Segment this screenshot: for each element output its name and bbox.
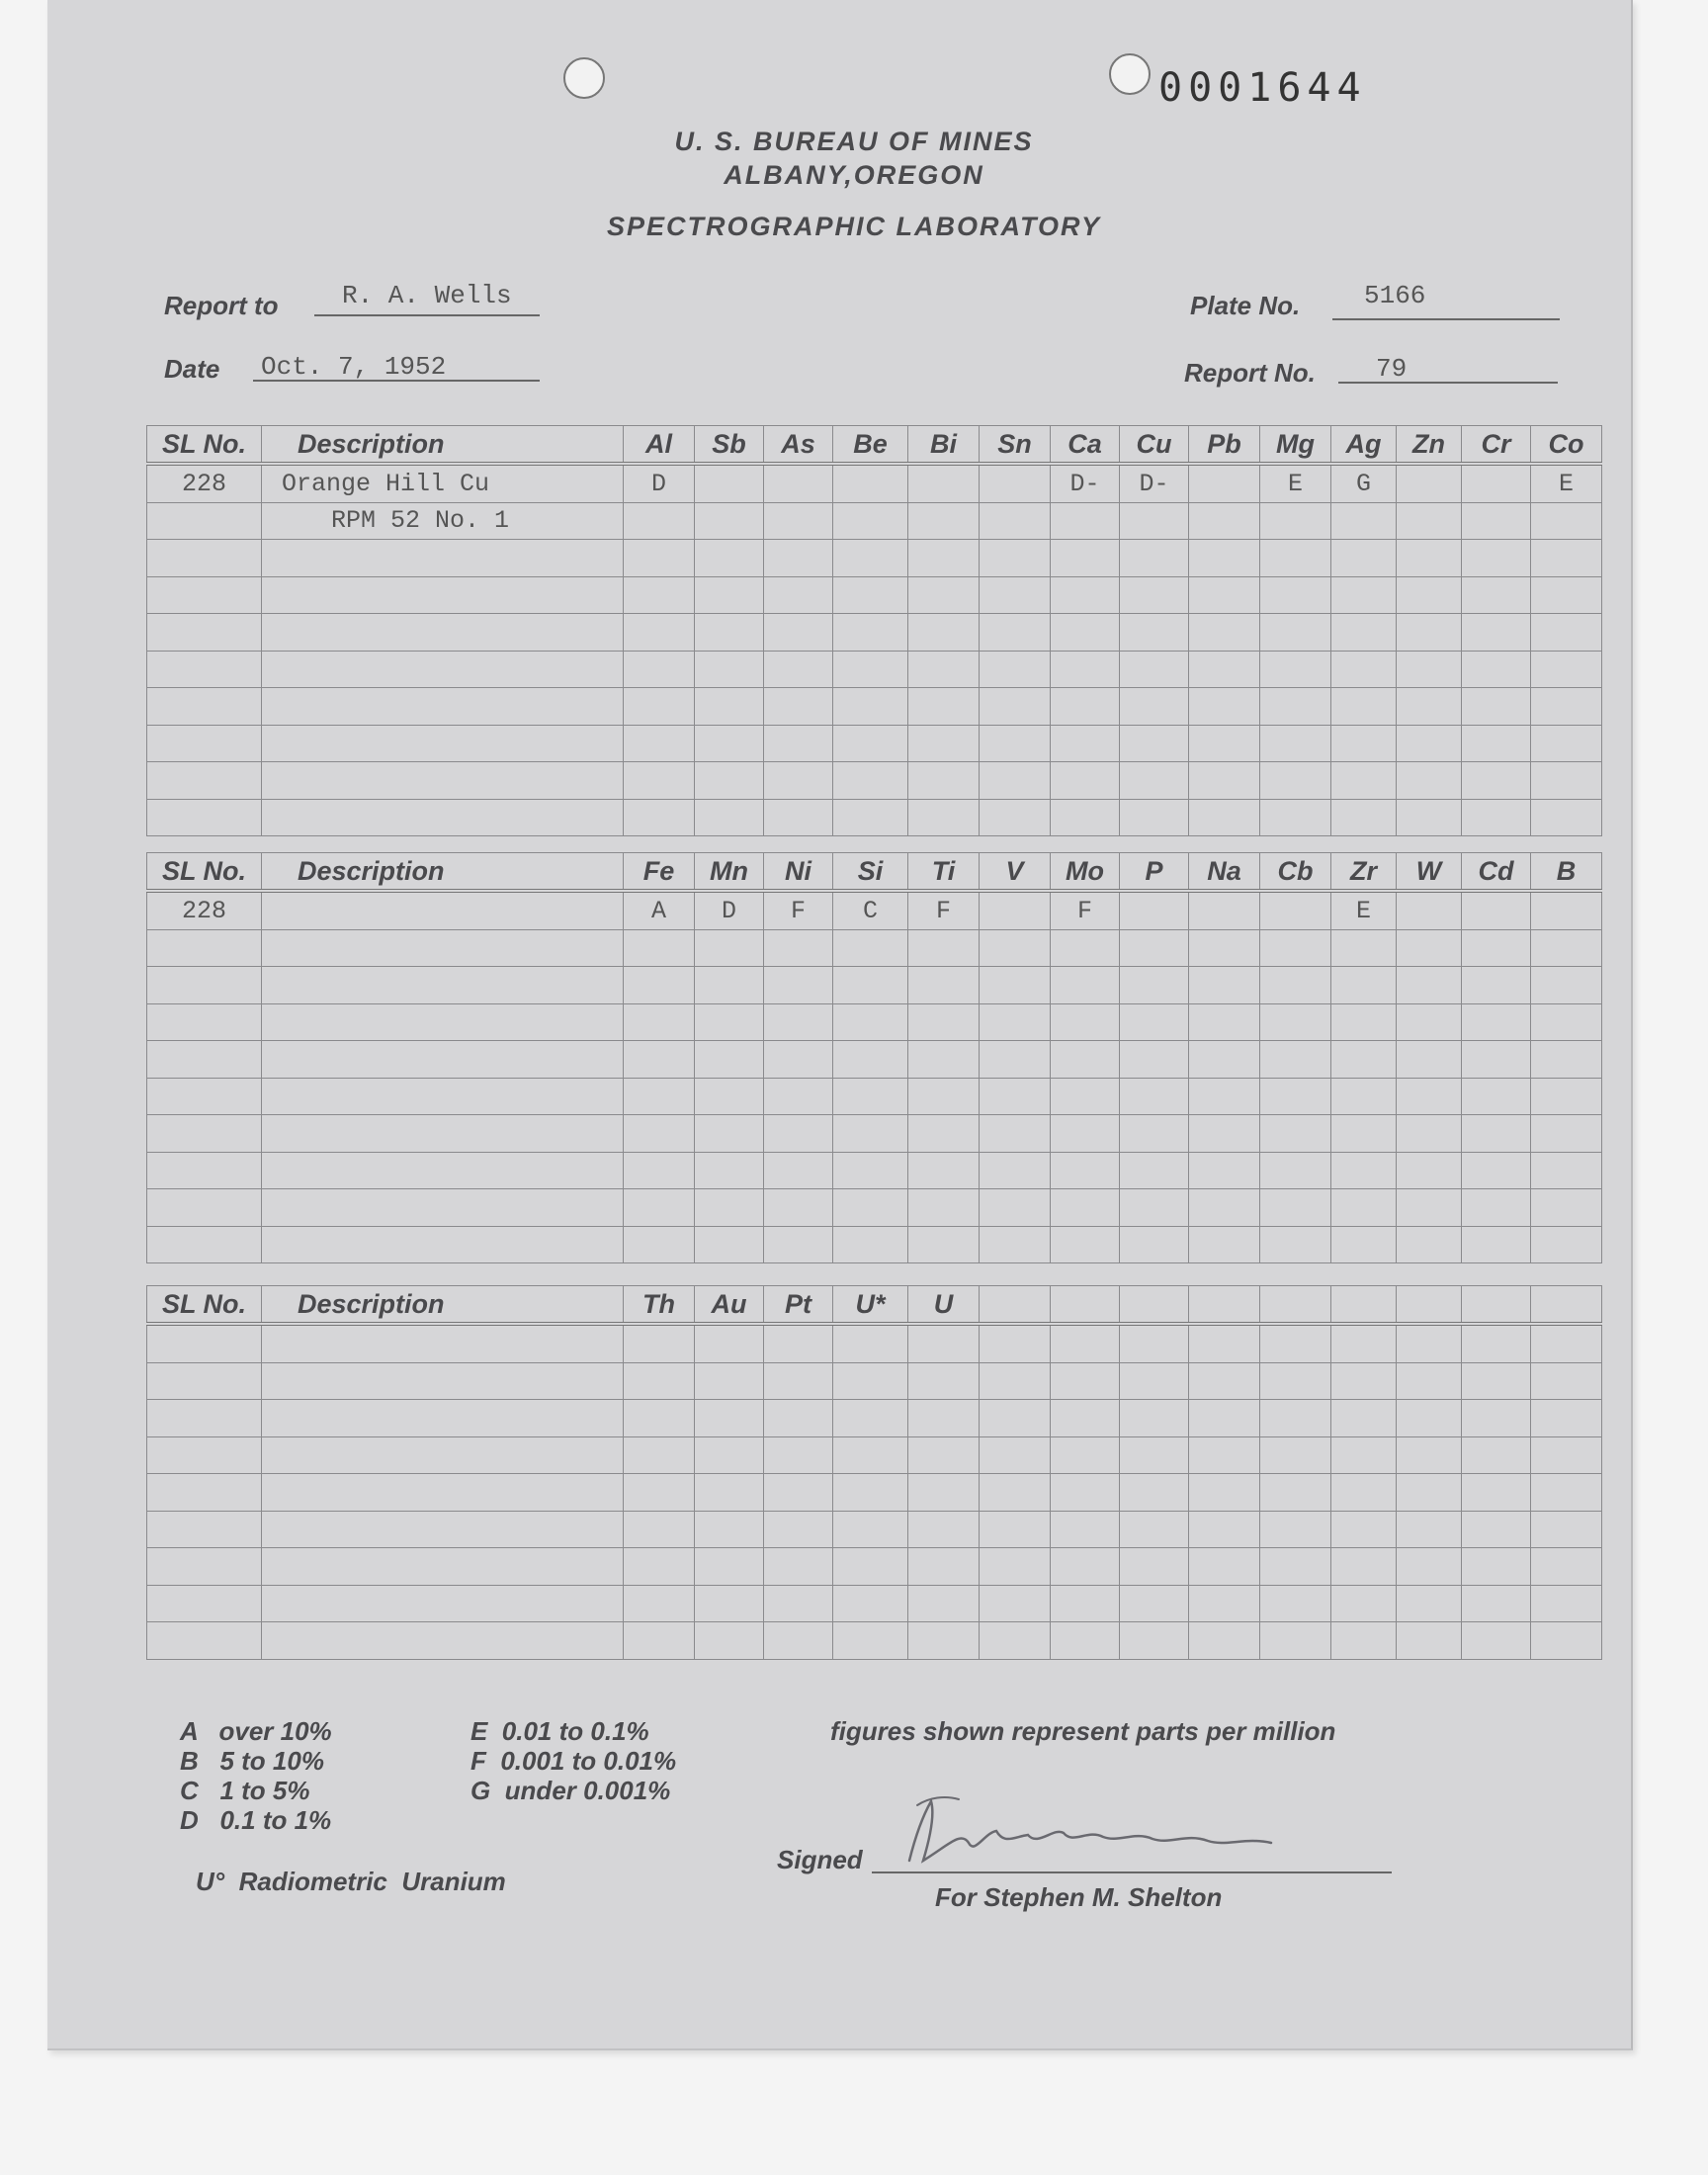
table2-header-si: Si	[833, 853, 908, 892]
table1-header-row	[147, 426, 1602, 465]
table2-header-fe: Fe	[624, 853, 695, 892]
table1-cell	[908, 464, 980, 502]
table2-cell: F	[908, 891, 980, 929]
table2-header-ni: Ni	[764, 853, 833, 892]
plate-label: Plate No.	[1190, 291, 1301, 320]
table-row	[147, 540, 1602, 577]
table1-cell: D	[624, 464, 695, 502]
element-table-1	[146, 425, 1602, 836]
table3-header-row	[147, 1286, 1602, 1325]
table-row	[147, 929, 1602, 967]
table-row	[147, 502, 1602, 540]
table-row	[147, 1548, 1602, 1586]
table1-cell	[1397, 464, 1462, 502]
table-row	[147, 1152, 1602, 1189]
table-row	[147, 1226, 1602, 1263]
table1-cell	[1189, 464, 1260, 502]
table2-header-p: P	[1120, 853, 1189, 892]
table3-header-au: Au	[695, 1286, 764, 1325]
table2-cell	[1260, 891, 1331, 929]
table1-cell: 228	[147, 464, 262, 502]
table2-header-zr: Zr	[1331, 853, 1397, 892]
table1-cell: D-	[1051, 464, 1120, 502]
table1-cell: E	[1531, 464, 1602, 502]
table2-cell: 228	[147, 891, 262, 929]
table-row	[147, 1189, 1602, 1227]
table-row	[147, 1400, 1602, 1437]
table2-header-na: Na	[1189, 853, 1260, 892]
table-row	[147, 1324, 1602, 1362]
signed-for: For Stephen M. Shelton	[935, 1882, 1223, 1912]
table-row	[147, 1511, 1602, 1548]
table2-header-cd: Cd	[1462, 853, 1531, 892]
element-table-2	[146, 852, 1602, 1263]
location-title: ALBANY,OREGON	[724, 160, 984, 190]
handwritten-signature	[890, 1785, 1324, 1876]
table1-header-description: Description	[262, 426, 624, 465]
table2-cell	[1120, 891, 1189, 929]
report-to-value: R. A. Wells	[342, 281, 512, 310]
table-row	[147, 891, 1602, 929]
table3-header-u: U	[908, 1286, 980, 1325]
table2-header-mo: Mo	[1051, 853, 1120, 892]
table2-header-description: Description	[262, 853, 624, 892]
date-label: Date	[164, 354, 220, 384]
table1-header-cu: Cu	[1120, 426, 1189, 465]
signature-line	[872, 1871, 1392, 1873]
table-row	[147, 614, 1602, 652]
table1-header-al: Al	[624, 426, 695, 465]
table2-cell: D	[695, 891, 764, 929]
table2-header-b: B	[1531, 853, 1602, 892]
table1-header-mg: Mg	[1260, 426, 1331, 465]
table-row	[147, 1362, 1602, 1400]
table2-cell: F	[764, 891, 833, 929]
table-row	[147, 1041, 1602, 1079]
table1-header-slno: SL No.	[147, 426, 262, 465]
table-row	[147, 464, 1602, 502]
table1-cell: G	[1331, 464, 1397, 502]
table-row	[147, 576, 1602, 614]
table1-header-bi: Bi	[908, 426, 980, 465]
grade-legend-2: E 0.01 to 0.1% F 0.001 to 0.01% G under 0.001%	[470, 1716, 677, 1805]
table2-header-slno: SL No.	[147, 853, 262, 892]
table2-header-mn: Mn	[695, 853, 764, 892]
table1-cell	[980, 464, 1051, 502]
table2-cell: C	[833, 891, 908, 929]
table3-header-slno: SL No.	[147, 1286, 262, 1325]
table2-header-cb: Cb	[1260, 853, 1331, 892]
table1-cell	[833, 464, 908, 502]
table1-cell: D-	[1120, 464, 1189, 502]
table-row	[147, 1115, 1602, 1153]
element-table-3	[146, 1285, 1602, 1660]
report-to-underline	[314, 314, 540, 316]
table3-header-u-radiometric: U*	[833, 1286, 908, 1325]
table-row	[147, 725, 1602, 762]
table1-header-be: Be	[833, 426, 908, 465]
table1-header-sb: Sb	[695, 426, 764, 465]
table2-header-ti: Ti	[908, 853, 980, 892]
table-row	[147, 1078, 1602, 1115]
table2-cell: A	[624, 891, 695, 929]
table2-cell	[1189, 891, 1260, 929]
table1-cell	[764, 464, 833, 502]
table1-header-pb: Pb	[1189, 426, 1260, 465]
table1-header-as: As	[764, 426, 833, 465]
signed-label: Signed	[777, 1845, 863, 1874]
table3-header-th: Th	[624, 1286, 695, 1325]
table1-header-cr: Cr	[1462, 426, 1531, 465]
table-row	[147, 799, 1602, 836]
table-row	[147, 1622, 1602, 1660]
report-to-label: Report to	[164, 291, 279, 320]
report-no-value: 79	[1376, 354, 1408, 384]
table1-cell: Orange Hill Cu	[262, 464, 624, 502]
table2-cell	[262, 891, 624, 929]
table3-header-pt: Pt	[764, 1286, 833, 1325]
punch-hole-left	[563, 57, 605, 99]
table1-header-sn: Sn	[980, 426, 1051, 465]
table-row	[147, 688, 1602, 726]
report-no-label: Report No.	[1184, 358, 1316, 388]
report-no-underline	[1338, 382, 1558, 384]
table1-header-ag: Ag	[1331, 426, 1397, 465]
table3-header-description: Description	[262, 1286, 624, 1325]
table-row	[147, 1436, 1602, 1474]
table2-cell: F	[1051, 891, 1120, 929]
table-row	[147, 967, 1602, 1004]
table2-cell	[980, 891, 1051, 929]
table2-cell	[1397, 891, 1462, 929]
table-row	[147, 1003, 1602, 1041]
document-number: 0001644	[1158, 65, 1367, 111]
grade-legend-1: A over 10% B 5 to 10% C 1 to 5% D 0.1 to 1%	[180, 1716, 332, 1835]
punch-hole-right	[1109, 53, 1151, 95]
table-row	[147, 762, 1602, 800]
table2-header-w: W	[1397, 853, 1462, 892]
table2-header-v: V	[980, 853, 1051, 892]
table2-cell	[1462, 891, 1531, 929]
lab-title: SPECTROGRAPHIC LABORATORY	[606, 212, 1102, 241]
plate-underline	[1332, 318, 1560, 320]
table2-cell	[1531, 891, 1602, 929]
table-row	[147, 1474, 1602, 1512]
table1-cell: RPM 52 No. 1	[262, 502, 624, 540]
table2-cell: E	[1331, 891, 1397, 929]
table1-cell	[147, 502, 262, 540]
table1-cell	[1462, 464, 1531, 502]
table1-header-zn: Zn	[1397, 426, 1462, 465]
table1-header-ca: Ca	[1051, 426, 1120, 465]
ppm-note: figures shown represent parts per million	[830, 1716, 1336, 1746]
table1-cell: E	[1260, 464, 1331, 502]
table-row	[147, 1585, 1602, 1622]
uranium-note: U° Radiometric Uranium	[196, 1867, 506, 1896]
table-row	[147, 651, 1602, 688]
table1-cell	[695, 464, 764, 502]
table2-header-row	[147, 853, 1602, 892]
plate-value: 5166	[1364, 281, 1426, 310]
agency-title: U. S. BUREAU OF MINES	[674, 127, 1034, 156]
date-value: Oct. 7, 1952	[261, 352, 447, 382]
table1-header-co: Co	[1531, 426, 1602, 465]
